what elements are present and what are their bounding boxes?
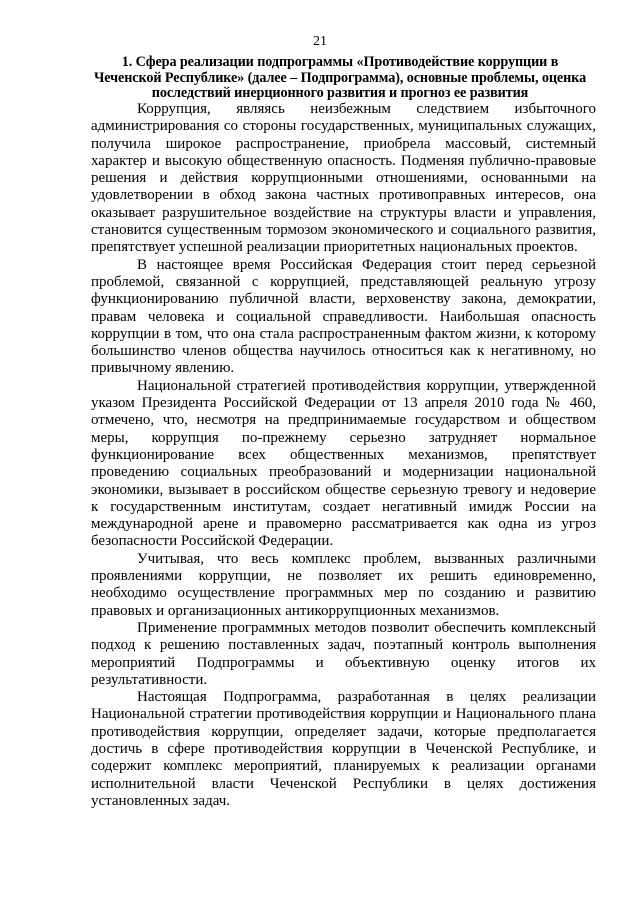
paragraph-national-strategy: Национальной стратегией противодействия коррупции, утвержденной указом Президента Российской Федерации от 13 апреля 2010 года № 460, отмечено, что, несмотря на предпринимаемые государством и обществом меры, коррупция по-прежнему серьезно затрудняет нормальное функционирование всех общественных механизмов, препятствует проведению социальных преобразований и модернизации национальной экономики, вызывает в российском обществе серьезную тревогу и недоверие к государственным институтам, создает негативный имидж России на международной арене и правомерно рассматривается как одна из угроз безопасности Российской Федерации. [91,377,596,550]
body-text [91,101,596,810]
paragraph-corruption-definition: Коррупция, являясь неизбежным следствием избыточного администрирования со стороны государственных, муниципальных служащих, получила широкое распространение, приобрела массовый, системный характер и высокую общественную опасность. Подменяя публично-правовые решения и действия коррупционными отношениями, основанными на удовлетворении в обход закона частных противоправных интересов, она оказывает разрушительное воздействие на структуры власти и управления, становится существенным тормозом экономического и социального развития, препятствует успешной реализации приоритетных национальных проектов. [91,101,596,256]
section-heading: 1. Сфера реализации подпрограммы «Противодействие коррупции в Чеченской Республике» (далее – Подпрограмма), основные проблемы, оценка последствий инерционного развития и прогноз ее развития [93,54,587,101]
page-number: 21 [313,34,327,49]
paragraph-subprogram-tasks: Настоящая Подпрограмма, разработанная в целях реализации Национальной стратегии противодействия коррупции и Национального плана противодействия коррупции, определяет задачи, которые предполагается достичь в сфере противодействия коррупции в Чеченской Республике, и содержит комплекс мероприятий, планируемых к реализации органами исполнительной власти Чеченской Республики в целях достижения установленных задач. [91,689,596,809]
paragraph-program-methods: Применение программных методов позволит обеспечить комплексный подход к решению поставленных задач, поэтапный контроль выполнения мероприятий Подпрограммы и объективную оценку итогов их результативности. [91,619,596,688]
paragraph-current-problem: В настоящее время Российская Федерация стоит перед серьезной проблемой, связанной с коррупцией, представляющей реальную угрозу функционированию публичной власти, верховенству закона, демократии, правам человека и социальной справедливости. Наибольшая опасность коррупции в том, что она стала распространенным фактом жизни, к которому большинство членов общества научилось относиться как к негативному, но привычному явлению. [91,256,596,377]
paragraph-program-measures: Учитывая, что весь комплекс проблем, вызванных различными проявлениями коррупции, не позволяет их решить единовременно, необходимо осуществление программных мер по созданию и развитию правовых и организационных антикоррупционных механизмов. [91,550,596,619]
